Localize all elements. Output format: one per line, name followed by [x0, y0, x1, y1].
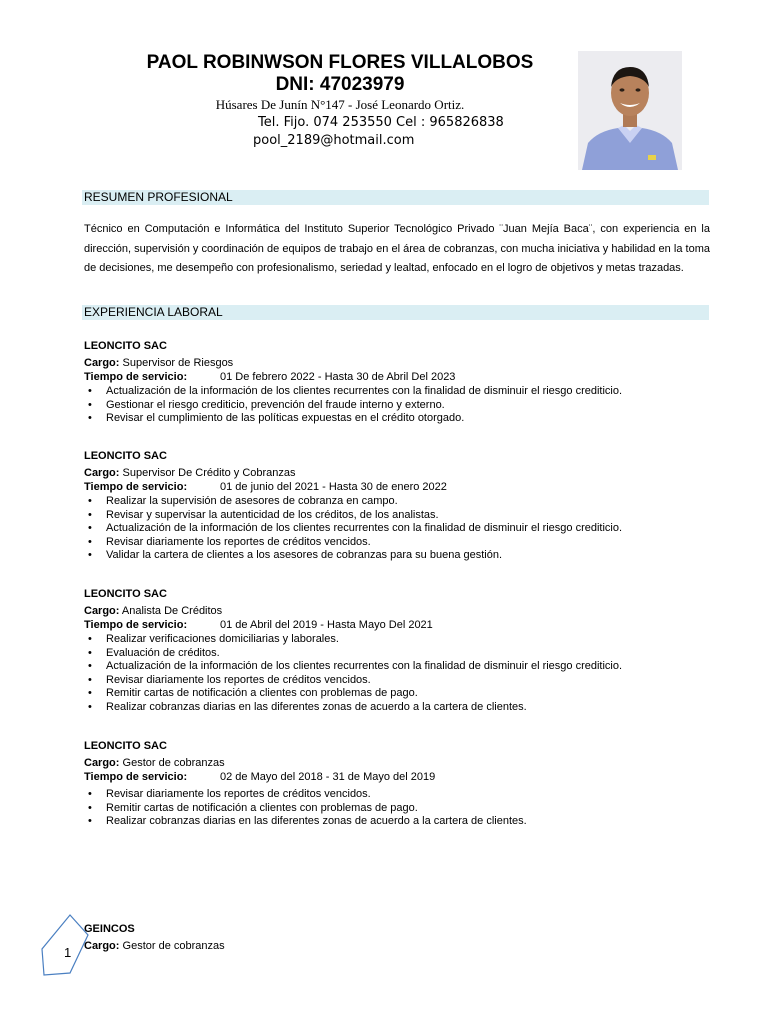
cargo-label: Cargo: — [84, 357, 120, 369]
cargo-label: Cargo: — [84, 757, 120, 769]
candidate-name: PAOL ROBINWSON FLORES VILLALOBOS — [146, 52, 534, 73]
section-title: RESUMEN PROFESIONAL — [84, 190, 233, 204]
job-cargo-row — [84, 357, 724, 369]
list-item: • Evaluación de créditos. — [84, 647, 724, 661]
candidate-phone: Tel. Fijo. 074 253550 Cel : 965826838 — [258, 115, 504, 130]
job-cargo-row — [84, 467, 724, 479]
job-duties — [84, 385, 724, 426]
job-tiempo-row — [84, 619, 724, 631]
list-item: • Revisar y supervisar la autenticidad de los créditos, de los analistas. — [84, 509, 724, 523]
job-tiempo-row — [84, 481, 724, 493]
job-tiempo-row — [84, 371, 724, 383]
list-item: • Realizar cobranzas diarias en las diferentes zonas de acuerdo a la cartera de clientes. — [84, 815, 724, 829]
person-portrait-icon — [578, 51, 682, 170]
job-tiempo: 01 de Abril del 2019 - Hasta Mayo Del 2021 — [220, 619, 433, 631]
tiempo-label: Tiempo de servicio: — [84, 481, 188, 493]
job-company: LEONCITO SAC — [84, 340, 167, 352]
job-company: LEONCITO SAC — [84, 450, 167, 462]
tiempo-label: Tiempo de servicio: — [84, 371, 188, 383]
job-tiempo-row — [84, 771, 724, 783]
job-tiempo: 01 de junio del 2021 - Hasta 30 de enero 2022 — [220, 481, 447, 493]
job-entry — [84, 588, 724, 714]
candidate-address: Húsares De Junín N°147 - José Leonardo Ortiz. — [215, 97, 465, 112]
list-item: • Realizar cobranzas diarias en las diferentes zonas de acuerdo a la cartera de clientes. — [84, 701, 724, 715]
section-header-summary — [82, 190, 709, 205]
job-cargo: Gestor de cobranzas — [122, 757, 225, 769]
list-item: • Revisar el cumplimiento de las políticas expuestas en el crédito otorgado. — [84, 412, 724, 426]
cargo-label: Cargo: — [84, 467, 120, 479]
job-cargo: Gestor de cobranzas — [122, 940, 225, 952]
job-company: GEINCOS — [84, 923, 135, 935]
job-cargo: Supervisor De Crédito y Cobranzas — [122, 467, 296, 479]
job-cargo-row — [84, 757, 724, 769]
list-item: • Validar la cartera de clientes a los asesores de cobranzas para su buena gestión. — [84, 549, 724, 563]
job-cargo-row — [84, 940, 724, 952]
list-item: • Actualización de la información de los clientes recurrentes con la finalidad de disminuir el riesgo crediticio. — [84, 522, 724, 536]
candidate-email: pool_2189@hotmail.com — [253, 133, 415, 148]
list-item: • Actualización de la información de los clientes recurrentes con la finalidad de disminuir el riesgo crediticio. — [84, 660, 724, 674]
list-item: • Realizar verificaciones domiciliarias y laborales. — [84, 633, 724, 647]
page-number: 1 — [64, 945, 72, 960]
job-entry — [84, 740, 724, 829]
job-duties — [84, 633, 724, 714]
list-item: • Realizar la supervisión de asesores de cobranza en campo. — [84, 495, 724, 509]
cargo-label: Cargo: — [84, 605, 120, 617]
job-cargo-row — [84, 605, 724, 617]
job-cargo: Supervisor de Riesgos — [122, 357, 234, 369]
job-entry — [84, 340, 724, 426]
job-company: LEONCITO SAC — [84, 740, 167, 752]
job-entry — [84, 450, 724, 563]
job-entry — [84, 923, 724, 952]
list-item: • Revisar diariamente los reportes de créditos vencidos. — [84, 674, 724, 688]
summary-paragraph: Técnico en Computación e Informática del Instituto Superior Tecnológico Privado ¨Juan Mejía Baca¨, con experiencia en la dirección, supervisión y coordinación de equipos de trabajo en el área de cobranzas, con mucha iniciativa y habilidad en la toma de decisiones, me desempeño con profesionalismo, seriedad y lealtad, enfocado en el logro de objetivos y metas trazadas. — [84, 223, 710, 274]
job-duties — [84, 788, 724, 829]
list-item: • Gestionar el riesgo crediticio, prevención del fraude interno y externo. — [84, 399, 724, 413]
job-company: LEONCITO SAC — [84, 588, 167, 600]
profile-photo — [578, 51, 682, 170]
list-item: • Remitir cartas de notificación a clientes con problemas de pago. — [84, 687, 724, 701]
section-title: EXPERIENCIA LABORAL — [84, 305, 223, 319]
tiempo-label: Tiempo de servicio: — [84, 771, 188, 783]
job-tiempo: 02 de Mayo del 2018 - 31 de Mayo del 2019 — [220, 771, 436, 783]
list-item: • Revisar diariamente los reportes de créditos vencidos. — [84, 788, 724, 802]
list-item: • Revisar diariamente los reportes de créditos vencidos. — [84, 536, 724, 550]
job-duties — [84, 495, 724, 563]
list-item: • Remitir cartas de notificación a clientes con problemas de pago. — [84, 802, 724, 816]
list-item: • Actualización de la información de los clientes recurrentes con la finalidad de disminuir el riesgo crediticio. — [84, 385, 724, 399]
job-tiempo: 01 De febrero 2022 - Hasta 30 de Abril Del 2023 — [220, 371, 456, 383]
candidate-dni: DNI: 47023979 — [275, 74, 405, 95]
section-header-experience — [82, 305, 709, 320]
tiempo-label: Tiempo de servicio: — [84, 619, 188, 631]
cargo-label: Cargo: — [84, 940, 120, 952]
job-cargo: Analista De Créditos — [121, 605, 223, 617]
